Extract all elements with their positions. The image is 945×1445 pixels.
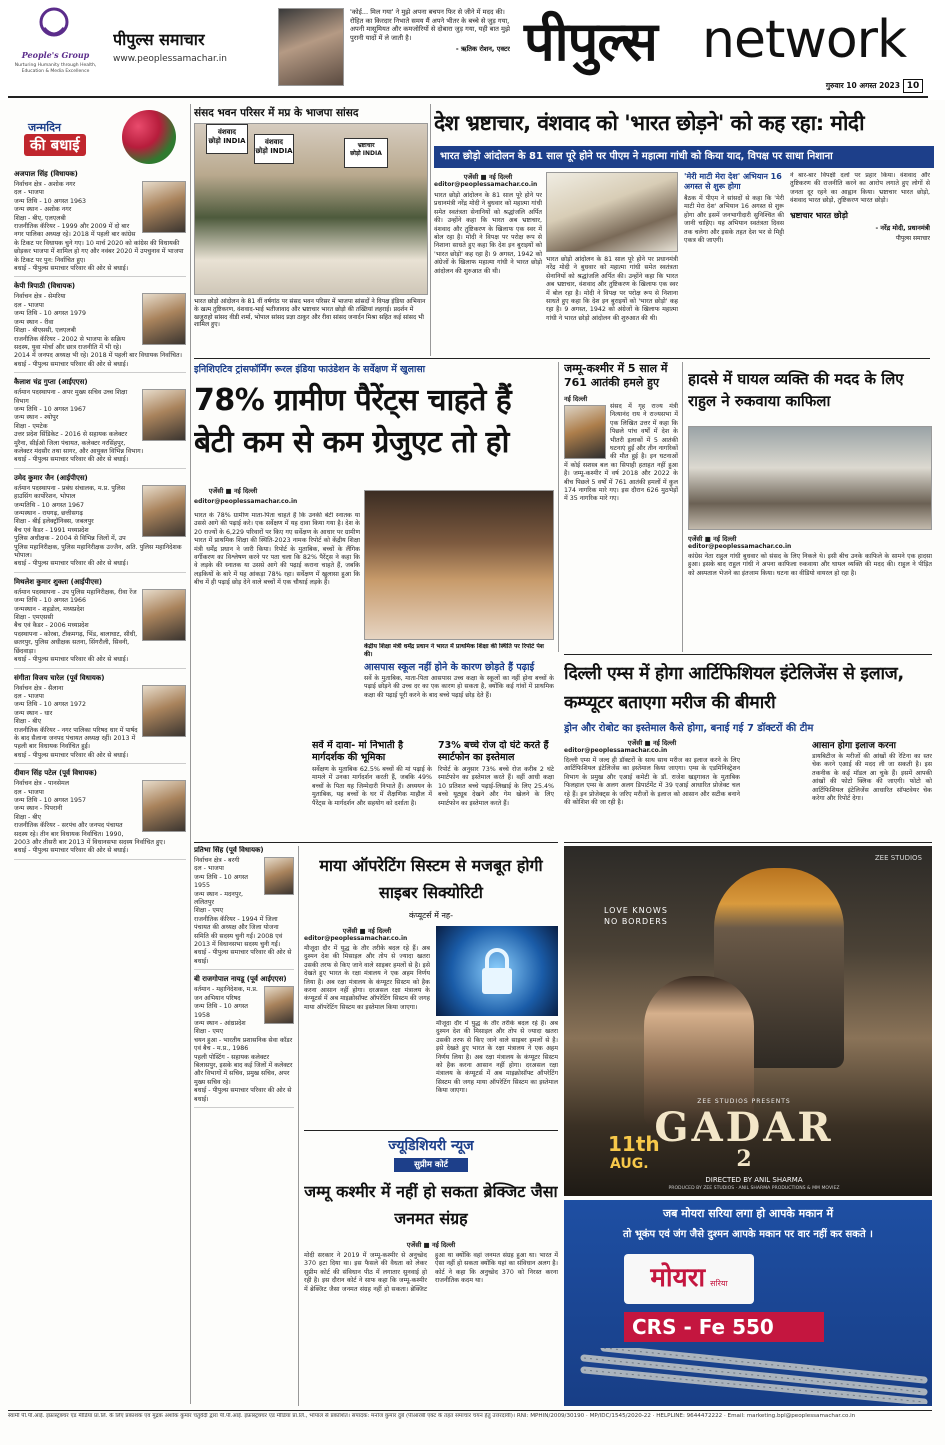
title-hindi: पीपुल्स bbox=[524, 10, 657, 73]
birthday-entry bbox=[14, 578, 186, 669]
survey-photo-caption: केंद्रीय शिक्षा मंत्री धर्मेंद्र प्रधान ने भारत में प्राथमिक शिक्षा की स्थिति पर रिपोर्ट पेश की। bbox=[364, 643, 544, 658]
birthday-person-name: संगीता विजय चारेल (पूर्व विधायक) bbox=[14, 673, 105, 682]
modi-col4-sign: - नरेंद्र मोदी, प्रधानमंत्री bbox=[875, 223, 930, 232]
birthday-detail-line: दल - भाजपा bbox=[194, 865, 224, 873]
rahul-photo bbox=[688, 426, 932, 530]
cyber-lock-graphic bbox=[436, 926, 558, 1016]
birthday-detail-line: राजनीतिक कॅरियर - 1999 और 2009 में दो बार नगर पालिका अध्यक्ष रहे। 2018 में पहली बार कांग्रेस के टिकट पर विधायक चुने गए। 10 मार्च 2020 को कांग्रेस की विधायकी छोड़कर भाजपा में शामिल हो गए और नवंबर 2020 में उपचुनाव में भाजपा के टिकट पर पुन: निर्वाचित हुए। bbox=[14, 223, 184, 264]
birthday-detail-line: जन्म तिथि - 10 अगस्त 1955 bbox=[194, 873, 249, 890]
rahul-text bbox=[688, 534, 932, 652]
birthday-detail-line: जन्म स्थान - रीवा bbox=[14, 318, 54, 326]
birthday-entry bbox=[194, 846, 294, 970]
gadar-tagline-2: NO BORDERS bbox=[604, 917, 668, 926]
judiciary-body: मोदी सरकार ने 2019 में जम्मू-कश्मीर से अनुच्छेद 370 हटा दिया था। इस फैसले की वैधता को लेकर सुप्रीम कोर्ट की संविधान पीठ में लगातार सुनवाई हो रही है। इस दौरान कोर्ट ने साफ कहा कि जम्मू-कश्मीर में ब्रेक्जिट जैसा जनमत संग्रह नहीं हो सकता। ब्रेक्जिट हुआ था क्योंकि वहां जनमत संग्रह हुआ था। भारत में ऐसा नहीं हो सकता क्योंकि यहां का संविधान अलग है। कोर्ट ने कहा कि अनुच्छेद 370 को निरस्त करना राजनीतिक कदम था। bbox=[304, 1252, 558, 1293]
birthday-entry bbox=[14, 378, 186, 469]
title-english: network bbox=[702, 10, 907, 70]
birthday-detail-line: निर्वाचन क्षेत्र - बरगी bbox=[194, 857, 240, 864]
abhiyan-body: बैठक में पीएम ने सांसदों से कहा कि 'मेरी माटी मेरा देश' अभियान 16 अगस्त से शुरू होगा और इसमें जनभागीदारी सुनिश्चित की जानी चाहिए। यह अभियान स्वतंत्रता दिवस तक चलेगा और इसके तहत देश भर से मिट्टी एकत्र की जाएगी। bbox=[684, 195, 784, 245]
rahul-body: कांग्रेस नेता राहुल गांधी बुधवार को संसद के लिए निकले थे। इसी बीच उनके काफिले के सामने एक हादसा हुआ। इसके बाद राहुल गांधी ने अपना काफिला रुकवाया और घायल व्यक्ति की मदद की। राहुल ने पीड़ित को अस्पताल भेजने का इंतजाम किया। घटना का वीडियो वायरल हो रहा है। bbox=[688, 553, 932, 577]
birthday-person-photo bbox=[142, 485, 186, 537]
birthday-detail-line: बधाई - पीपुल्स समाचार परिवार की ओर से बधाई। bbox=[14, 456, 129, 464]
birthday-detail-line: पहली पोस्टिंग - सहायक कलेक्टर बिलासपुर, इसके बाद कई जिलों में कलेक्टर और विभागों में सचिव, प्रमुख सचिव, अपर मुख्य सचिव रहे। bbox=[194, 1053, 293, 1086]
survey-kicker: इनिशिएटिव ट्रांसफॉर्मिंग रूरल इंडिया फाउंडेशन के सर्वेक्षण में खुलासा bbox=[194, 364, 426, 375]
birthday-person-name: उमेद कुमार जैन (आईपीएस) bbox=[14, 473, 88, 482]
moira-ad bbox=[564, 1200, 932, 1406]
birthday-detail-line: शिक्षा - बीई इलेक्ट्रॉनिक्स, जबलपुर bbox=[14, 518, 94, 526]
birthday-detail-line: जन्म तिथि - 10 अगस्त 1966 bbox=[14, 597, 87, 605]
survey-sub2-body: सर्वेक्षण के मुताबिक 62.5% बच्चों की मां पढ़ाई के मामले में उनका मार्गदर्शन करती हैं, जबकि 49% बच्चों के पिता यह जिम्मेदारी निभाते हैं। अध्ययन के मुताबिक, यह बच्चों के घर में शैक्षणिक माहौल में पैरेंट्स के मार्गदर्शन और सहयोग को दर्शाता है। bbox=[312, 766, 432, 807]
jk-story bbox=[564, 362, 678, 652]
date-line: गुरुवार 10 अगस्त 2023 bbox=[825, 81, 900, 90]
birthday-detail-line: बधाई - पीपुल्स समाचार परिवार की ओर से बधाई। bbox=[14, 360, 129, 368]
survey-sub1-body: सर्वे के मुताबिक, माता-पिता आसपास उच्च कक्षा के स्कूलों का नहीं होना बच्चों के पढ़ाई छोड़ने की उच्च दर का एक कारण हो सकता है, क्योंकि कई गांवों में प्राथमिक कक्षा की पढ़ाई पूरी करने के बाद बच्चे पढ़ाई छोड़ देते हैं। bbox=[364, 675, 554, 699]
flower-bouquet-icon bbox=[122, 110, 176, 164]
cyber-body: मौजूदा दौर में युद्ध के तौर तरीके बदल रहे हैं। अब दुश्मन देश की मिसाइल और तोप से ज्यादा खतरा उसकी तरफ से किए जाने वाले साइबर हमलों से है। इसे देखते हुए भारत के रक्षा मंत्रालय ने एक अहम निर्णय लिया है। अब रक्षा मंत्रालय के कंप्यूटर सिस्टम को हैक करना आसान नहीं होगा। दरअसल रक्षा मंत्रालय के कंप्यूटर्स में अब माइक्रोसॉफ्ट ऑपरेटिंग सिस्टम की जगह माया ऑपरेटिंग सिस्टम का इस्तेमाल किया जाएगा। bbox=[304, 945, 430, 1011]
gadar-credits: PRODUCED BY ZEE STUDIOS · ANIL SHARMA PRODUCTIONS & MM MOVIEZ bbox=[668, 1186, 840, 1191]
cyber-col-1 bbox=[304, 926, 430, 1126]
modi-source: पीपुल्स समाचार bbox=[895, 234, 930, 242]
masthead-rule bbox=[8, 96, 928, 98]
birthday-detail-line: जन्म तिथि - 10 अगस्त 1963 bbox=[14, 197, 87, 205]
survey-body: भारत के 78% ग्रामीण माता-पिता चाहते हैं कि उनकी बेटी स्नातक या उससे आगे की पढ़ाई करे। एक सर्वेक्षण में यह दावा किया गया है। देश के 20 राज्यों के 6,229 परिवारों पर किए गए सर्वेक्षण के आधार पर ग्रामीण भारत में प्राथमिक शिक्षा की स्थिति-2023 नामक रिपोर्ट को केंद्रीय शिक्षा मंत्री धर्मेंद्र प्रधान ने जारी किया। रिपोर्ट के मुताबिक, बच्चों के लैंगिक वर्गीकरण का विश्लेषण करने पर पता चला कि 82% पैरेंट्स ने कहा कि वे लड़के की स्नातक या उससे आगे की पढ़ाई कराना चाहते हैं, जबकि लड़कियों के बारे में यह आंकड़ा 78% रहा। सर्वेक्षण में खुलासा हुआ कि बीच में ही पढ़ाई छोड़ देने वाले बच्चों में एक चौथाई लड़के हैं। bbox=[194, 512, 360, 587]
birthday-person-name: केपी त्रिपाठी (विधायक) bbox=[14, 282, 76, 291]
small-paper-name: पीपुल्स समाचार bbox=[113, 30, 205, 49]
birthday-detail-line: जन्म तिथि - 10 अगस्त 1979 bbox=[14, 310, 87, 318]
birthday-column-2 bbox=[194, 846, 294, 1406]
gadar-presents: ZEE STUDIOS PRESENTS bbox=[697, 1098, 791, 1105]
survey-sub1 bbox=[364, 660, 554, 734]
modi-subhead: भारत छोड़ो आंदोलन के 81 साल पूरे होने पर पीएम ने महात्मा गांधी को किया याद, विपक्ष पर साधा निशाना bbox=[434, 146, 934, 168]
modi-dateline: एजेंसी ■ नई दिल्ली bbox=[463, 173, 513, 181]
cyber-email: editor@peoplessamachar.co.in bbox=[304, 935, 408, 942]
cyber-col-2 bbox=[436, 1020, 558, 1126]
birthday-column bbox=[14, 104, 186, 1404]
birthday-detail-line: राजनीतिक कॅरियर - 1994 में जिला पंचायत की अध्यक्ष और जिला योजना समिति की सदस्य चुनी गईं। 2008 एवं 2013 में विधानसभा सदस्य चुनी गईं। bbox=[194, 915, 283, 949]
hrithik-photo bbox=[278, 8, 344, 86]
cyber-dateline: एजेंसी ■ नई दिल्ली bbox=[342, 927, 392, 935]
page-number: 10 bbox=[903, 79, 923, 93]
placard-3: भ्रष्टाचार छोड़ो INDIA bbox=[344, 138, 388, 168]
moira-line-2: तो भूकंप एवं जंग जैसे दुश्मन आपके मकान पर वार नहीं कर सकते । bbox=[623, 1229, 873, 1240]
survey-headline: 78% ग्रामीण पैरेंट्स चाहते हैं बेटी कम से कम ग्रेजुएट तो हो bbox=[194, 383, 512, 460]
birthday-person-name: दीवान सिंह पटेल (पूर्व विधायक) bbox=[14, 769, 97, 778]
birthday-detail-line: शिक्षा - बीए bbox=[14, 718, 42, 726]
survey-sub2-title: सर्वे में दावा- मां निभाती है मार्गदर्शक की भूमिका bbox=[312, 740, 404, 763]
modi-body-1: भारत छोड़ो आंदोलन के 81 साल पूरे होने पर प्रधानमंत्री नरेंद्र मोदी ने बुधवार को महात्मा गांधी समेत स्वतंत्रता सेनानियों को श्रद्धांजलि अर्पित की। उन्होंने कहा कि भारत अब भ्रष्टाचार, वंशवाद और तुष्टिकरण के खिलाफ एक स्वर में बोल रहा है। मोदी ने विपक्ष पर परोक्ष रूप से निशाना साधते हुए कहा कि देश इन बुराइयों को 'भारत छोड़ो' कह रहा है। 9 अगस्त, 1942 को अंग्रेजों के खिलाफ महात्मा गांधी ने भारत छोड़ो आंदोलन की शुरुआत की थी। bbox=[434, 192, 542, 275]
birthday-detail-line: जन्म स्थान - श्योपुर bbox=[14, 414, 59, 422]
birthday-title-2: की बधाई bbox=[24, 134, 86, 156]
quit-india-title: भ्रष्टाचार भारत छोड़ो bbox=[790, 210, 848, 220]
birthday-detail-line: बैच एवं कैडर - 1991 मध्यप्रदेश bbox=[14, 526, 89, 534]
modi-col4-body: ने बार-बार विपक्षी दलों पर प्रहार किया। वंशवाद और तुष्टिकरण की राजनीति करने का आरोप लगाते हुए लोगों से जनता दूर रहने का आह्वान किया। भ्रष्टाचार भारत छोड़ो, वंशवाद भारत छोड़ो, तुष्टिकरण भारत छोड़ो। bbox=[790, 172, 930, 205]
birthday-detail-line: वर्तमान - महानिदेशक, म.प्र. जन अभियान परिषद bbox=[194, 986, 258, 1002]
photo-caption-top: संसद भवन परिसर में मप्र के भाजपा सांसद bbox=[194, 107, 359, 119]
birthday-detail-line: बधाई - पीपुल्स समाचार परिवार की ओर से बधाई। bbox=[14, 560, 129, 568]
survey-sub3-body: रिपोर्ट के अनुसार 73% बच्चे रोज करीब 2 घंटे स्मार्टफोन का इस्तेमाल करते हैं। वहीं आधी कक्षा 10 प्रतिशत बच्चे पढ़ाई-लिखाई के लिए 25.4% बच्चे यूट्यूब देखने और गेम खेलने के लिए स्मार्टफोन का इस्तेमाल करते हैं। bbox=[438, 766, 554, 807]
survey-sub3 bbox=[438, 740, 554, 840]
birthday-entry bbox=[14, 474, 186, 573]
gadar-studio-top: ZEE STUDIOS bbox=[874, 854, 922, 862]
survey-sub2 bbox=[312, 740, 432, 840]
birthday-detail-line: निर्वाचन क्षेत्र - अशोक नगर bbox=[14, 181, 76, 188]
aiims-email: editor@peoplessamachar.co.in bbox=[564, 747, 668, 754]
birthday-detail-line: शिक्षा - एमए bbox=[194, 907, 224, 915]
birthday-detail-line: वर्तमान पदस्थापना - अपर मुख्य सचिव उच्च शिक्षा विभाग bbox=[14, 389, 128, 405]
birthday-detail-line: शिक्षा - एमएससी bbox=[14, 614, 54, 622]
birthday-person-photo bbox=[142, 685, 186, 737]
website: www.peoplessamachar.in bbox=[113, 54, 227, 64]
group-tagline: Nurturing Humanity through Health, Education & Media Excellence bbox=[14, 63, 97, 74]
placard-2: वंशवाद छोड़ो INDIA bbox=[254, 134, 294, 164]
aiims-subhead: ड्रोन और रोबोट का इस्तेमाल कैसे होगा, बनाई गई 7 डॉक्टरों की टीम bbox=[564, 723, 814, 734]
birthday-person-name: प्रतिभा सिंह (पूर्व विधायक) bbox=[194, 846, 264, 854]
small-paper-logo bbox=[113, 28, 273, 78]
modi-col-1 bbox=[434, 172, 542, 356]
padlock-icon bbox=[436, 926, 558, 1016]
birthday-detail-line: जन्म तिथि - 10 अगस्त 1972 bbox=[14, 701, 87, 709]
jk-dateline: नई दिल्ली bbox=[564, 395, 588, 403]
celebrity-quote bbox=[350, 8, 510, 90]
survey-sub3-title: 73% बच्चे रोज दो घंटे करते हैं स्मार्टफोन का इस्तेमाल bbox=[438, 740, 549, 763]
birthday-person-photo bbox=[142, 293, 186, 345]
birthday-detail-line: बधाई - पीपुल्स समाचार परिवार की ओर से बधाई। bbox=[14, 265, 129, 273]
moira-brand: मोयरा bbox=[650, 1263, 706, 1293]
birthday-entry bbox=[14, 282, 186, 373]
birthday-detail-line: शिक्षा - बीए, एलएलबी bbox=[14, 214, 66, 222]
birthday-detail-line: जन्म स्थान - मदनपुर, ललितपुर bbox=[194, 890, 243, 907]
birthday-detail-line: शिक्षा - एमए bbox=[194, 1028, 224, 1036]
birthday-detail-line: बधाई - पीपुल्स समाचार परिवार की ओर से बधाई। bbox=[194, 1087, 292, 1103]
birthday-detail-line: बधाई - पीपुल्स समाचार परिवार की ओर से बधाई। bbox=[14, 656, 129, 664]
parliament-photo-caption: भारत छोड़ो आंदोलन के 81 वीं वर्षगांठ पर संसद भवन परिसर में भाजपा सांसदों ने विपक्ष इंडिया अभियान के खत्म तुष्टिकरण, वंशवाद-भाई भतीजावाद और भ्रष्टाचार भारत छोड़ो की तख्तियां लहराई। प्रदर्शन में खजुराहो सांसद वीडी शर्मा, भोपाल सांसद प्रज्ञा ठाकुर और रीवा सांसद जनार्दन मिश्रा सहित कई सांसद भी शामिल हुए। bbox=[194, 298, 426, 329]
masthead bbox=[0, 0, 945, 100]
birthday-detail-line: पुलिस अधीक्षक - 2004 से विभिन्न जिलों में, उप पुलिस महानिरीक्षक, पुलिस महानिरीक्षक उज्जैन, अति. पुलिस महानिदेशक भोपाल। bbox=[14, 535, 182, 560]
birthday-detail-line: उत्तर प्रदेश सिंडिकेट - 2016 से सहायक कलेक्टर मुरैना, सीईओ जिला पंचायत, कलेक्टर नरसिंहपुर, कलेक्टर मंदसौर तथा सागर, और आयुक्त विभिन्न विभाग। bbox=[14, 431, 144, 455]
birthday-detail-line: दल - भाजपा bbox=[14, 692, 44, 700]
birthday-person-photo bbox=[142, 589, 186, 641]
aiims-headline: दिल्ली एम्स में होगा आर्टिफिशियल इंटेलिजेंस से इलाज, कम्प्यूटर बताएगा मरीज की बीमारी bbox=[564, 664, 904, 713]
birthday-title-1: जन्मदिन bbox=[28, 121, 62, 134]
judiciary-dateline: एजेंसी ■ नई दिल्ली bbox=[406, 1241, 456, 1249]
birthday-detail-line: जन्मस्थान - रायगढ़, छत्तीसगढ़ bbox=[14, 510, 83, 517]
birthday-detail-line: चयन हुआ - भारतीय प्रशासनिक सेवा कॉडर एवं बैच - म.प्र., 1986 bbox=[194, 1036, 293, 1053]
birthday-detail-line: शिक्षा - एमटेक bbox=[14, 422, 48, 430]
gadar-director: DIRECTED BY ANIL SHARMA bbox=[705, 1176, 803, 1184]
quote-text: 'कोई... मिल गया' ने मुझे अपना बचपन फिर से जीने में मदद की। रोहित का किरदार निभाते समय मैं अपने भीतर के बच्चे से जुड़ गया, अपनी मासूमियत और कमजोरियों से दोबारा जुड़ गया, यही बात मुझे पुरानी यादों में ले जाती है। bbox=[350, 8, 510, 42]
birthday-detail-line: दल - भाजपा bbox=[14, 788, 44, 796]
steel-rods-graphic bbox=[564, 1348, 932, 1404]
birthday-detail-line: वर्तमान पदस्थापना - प्रबंध संचालक, म.प्र. पुलिस हाउसिंग कार्पोरेशन, भोपाल bbox=[14, 484, 125, 501]
gadar-number: 2 bbox=[736, 1146, 752, 1172]
birthday-list bbox=[14, 170, 186, 860]
birthday-detail-line: जन्म स्थान - अशोक नगर bbox=[14, 206, 72, 214]
birthday-person-photo bbox=[142, 780, 186, 832]
birthday-detail-line: बैच एवं कैडर - 2006 मध्यप्रदेश bbox=[14, 622, 89, 630]
survey-sub1-title: आसपास स्कूल नहीं होने के कारण छोड़ते हैं पढ़ाई bbox=[364, 662, 535, 673]
birthday-detail-line: निर्वाचन क्षेत्र - सैलाना bbox=[14, 684, 64, 692]
birthday-entry bbox=[14, 769, 186, 860]
birthday-person-name: अजपाल सिंह (विधायक) bbox=[14, 170, 78, 178]
aiims-box-title: आसान होगा इलाज करना bbox=[812, 741, 896, 751]
moira-product: CRS - Fe 550 bbox=[624, 1312, 824, 1342]
rahul-headline: हादसे में घायल व्यक्ति की मदद के लिए राहुल ने रुकवाया काफिला bbox=[688, 370, 904, 410]
judiciary-headline: जम्मू कश्मीर में नहीं हो सकता ब्रेक्जिट जैसा जनमत संग्रह bbox=[304, 1182, 558, 1228]
birthday-detail-line: जन्मस्थान - शहडोल, मध्यप्रदेश bbox=[14, 605, 85, 613]
aiims-dateline: एजेंसी ■ नई दिल्ली bbox=[627, 739, 677, 747]
birthday-person-name: कैलाश चंद्र गुप्ता (आईएएस) bbox=[14, 378, 88, 387]
birthday-detail-line: निर्वाचन क्षेत्र - पानसेमल bbox=[14, 780, 70, 788]
aiims-box bbox=[812, 738, 932, 838]
birthday-detail-line: जन्मतिथि - 10 अगस्त 1967 bbox=[14, 501, 85, 509]
birthday-detail-line: जन्म तिथि - 10 अगस्त 1957 bbox=[14, 796, 87, 804]
survey-email: editor@peoplessamachar.co.in bbox=[194, 498, 298, 505]
birthday-detail-line: राजनीतिक कॅरियर - 2002 से भाजपा के सक्रिय सदस्य, युवा मोर्चा और छात्र राजनीति में भी रहे। 2014 में जनपद अध्यक्ष भी रहे। 2018 में पहली बार विधायक निर्वाचित। bbox=[14, 335, 183, 360]
judiciary-body-block bbox=[304, 1240, 558, 1406]
birthday-detail-line: राजनीतिक कॅरियर - सरपंच और जनपद पंचायत सदस्य रहे। तीन बार विधायक निर्वाचित। 1990, 2003 और तीसरी बार 2013 में विधानसभा सदस्य निर्वाचित हुए। bbox=[14, 822, 166, 846]
abhiyan-title: 'मेरी माटी मेरा देश' अभियान 16 अगस्त से शुरू होगा bbox=[684, 172, 782, 191]
rahul-email: editor@peoplessamachar.co.in bbox=[688, 543, 792, 550]
supreme-court-label: सुप्रीम कोर्ट bbox=[394, 1158, 468, 1172]
aiims-box-body: डायबिटीज के मरीजों की आंखों की रेटिना का स्तर चेक करने एआई की मदद ली जा सकती है। इस तकनीक के कई मॉडल आ चुके हैं। इसमें आपकी आंखों की फोटो क्लिक की जाएगी। फोटो को आर्टिफिशियल इंटेलिजेंस आधारित सॉफ्टवेयर चेक करेगा और रिपोर्ट देगा। bbox=[812, 753, 932, 803]
main-title bbox=[520, 8, 940, 78]
jk-headline: जम्मू-कश्मीर में 5 साल में 761 आतंकी हमले हुए bbox=[564, 362, 668, 389]
moira-brand-small: सरिया bbox=[710, 1279, 728, 1288]
survey-report-launch-photo bbox=[364, 490, 554, 640]
gadar-title-text: GADAR bbox=[654, 1104, 834, 1151]
quote-author: - ऋतिक रोशन, एक्टर bbox=[455, 45, 510, 54]
modi-col-2 bbox=[546, 172, 678, 356]
birthday-detail-line: वर्तमान पदस्थापना - उप पुलिस महानिरीक्षक, रीवा रेंज bbox=[14, 588, 137, 596]
birthday-detail-line: जन्म तिथि - 10 अगस्त 1967 bbox=[14, 405, 87, 413]
birthday-detail-line: बधाई - पीपुल्स समाचार परिवार की ओर से बधाई। bbox=[14, 751, 129, 759]
modi-email: editor@peoplessamachar.co.in bbox=[434, 181, 538, 188]
peoples-group-logo bbox=[8, 6, 103, 91]
modi-col-3 bbox=[684, 172, 784, 356]
birthday-entry bbox=[194, 975, 294, 1108]
moira-brand-box bbox=[624, 1254, 754, 1304]
birthday-detail-line: दल - भाजपा bbox=[14, 301, 44, 309]
aiims-body: दिल्ली एम्स में जल्द ही डॉक्टरों के साथ साथ मरीज का इलाज करने के लिए आर्टिफिशियल इंटेलिजेंस का इस्तेमाल किया जाएगा। एम्स के एडमिनिस्ट्रेशन विभाग के प्रमुख और एआई कमेटी के डॉ. राजेश खड्गावत के मुताबिक फिलहाल एम्स के अलग अलग डिपार्टमेंट में 39 एआई आधारित प्रोजेक्ट चल रहे हैं। इन प्रोजेक्ट्स के जरिए मरीजों के इलाज को आसान और सटीक बनाने की कोशिश की जा रही है। bbox=[564, 757, 740, 807]
imprint-footer: स्वामी पी.पी.आई. इंफ्रास्ट्रक्चर एंड मीडिया प्रा.लि. के लिए प्रकाशक एवं मुद्रक अशोक कुमार चतुर्वेदी द्वारा पी.पी.आई. इंफ्रास्ट्रक्चर एंड मीडिया प्रा.लि., भोपाल से प्रकाशित। संपादक: मनोज कुमार दुबे (पीआरबी एक्ट के तहत समाचार चयन हेतु उत्तरदायी)। RNI: MPHIN/2009/30190 · MP/IDC/1545/2020-22 · HELPLINE: 9644472222 · Email: marketing.bpl@peoplessamachar.co.in bbox=[8, 1413, 856, 1419]
birthday-entry bbox=[14, 674, 186, 765]
birthday-detail-line: जन्म स्थान - आंध्रप्रदेश bbox=[194, 1019, 246, 1027]
gadar-title bbox=[644, 1104, 844, 1151]
birthday-entry bbox=[14, 170, 186, 277]
birthday-person-photo bbox=[142, 389, 186, 441]
birthday-detail-line: निर्वाचन क्षेत्र - सेमरिया bbox=[14, 293, 66, 301]
birthday-detail-line: बधाई - पीपुल्स समाचार परिवार की ओर से बधाई। bbox=[194, 949, 292, 965]
survey-dateline: एजेंसी ■ नई दिल्ली bbox=[208, 487, 258, 495]
birthday-person-photo bbox=[142, 181, 186, 233]
gadar-release-month: AUG. bbox=[610, 1156, 649, 1172]
placard-1: वंशवाद छोड़ो INDIA bbox=[206, 124, 248, 154]
group-logo-icon bbox=[34, 6, 74, 40]
gadar2-ad bbox=[564, 846, 932, 1196]
birthday-detail-line: जन्म स्थान - पिपरानी bbox=[14, 805, 63, 813]
nityanand-rai-photo bbox=[564, 405, 606, 459]
birthday-detail-line: शिक्षा - बीए bbox=[14, 813, 42, 821]
parliament-mps-photo bbox=[194, 123, 428, 295]
birthday-detail-line: दल - भाजपा bbox=[14, 189, 44, 197]
birthday-header bbox=[14, 104, 186, 166]
modi-headline: देश भ्रष्टाचार, वंशवाद को 'भारत छोड़ने' को कह रहा: मोदी bbox=[434, 111, 865, 135]
birthday-person-photo bbox=[264, 986, 294, 1024]
cyber-body-2: मौजूदा दौर में युद्ध के तौर तरीके बदल रहे हैं। अब दुश्मन देश की मिसाइल और तोप से ज्यादा खतरा उसकी तरफ से किए जाने वाले साइबर हमलों से है। इसे देखते हुए भारत के रक्षा मंत्रालय ने एक अहम निर्णय लिया है। अब रक्षा मंत्रालय के कंप्यूटर सिस्टम को हैक करना आसान नहीं होगा। दरअसल रक्षा मंत्रालय के कंप्यूटर्स में अब माइक्रोसॉफ्ट ऑपरेटिंग सिस्टम की जगह माया ऑपरेटिंग सिस्टम का इस्तेमाल किया जाएगा। bbox=[436, 1020, 558, 1095]
group-name: People's Group bbox=[21, 50, 90, 60]
birthday-person-name: मिथलेश कुमार शुक्ला (आईपीएस) bbox=[14, 577, 103, 586]
birthday-detail-line: राजनीतिक कॅरियर - नगर पालिका परिषद धार में पार्षद के बाद सैलाना जनपद पंचायत अध्यक्ष रहीं। 2013 में पहली बार विधायक निर्वाचित हुईं। bbox=[14, 726, 138, 751]
parliament-photo-block bbox=[194, 104, 428, 356]
birthday-detail-line: जन्म स्थान - धार bbox=[14, 709, 53, 717]
jk-body: संसद में गृह राज्य मंत्री नित्यानंद राय ने राज्यसभा में एक लिखित उत्तर में कहा कि पिछले पांच वर्षों में देश के भीतरी इलाकों में 5 आतंकी घटनाएं हुईं और तीन नागरिकों की मौत हुई है। इन घटनाओं में कोई सशस्त्र बल का सिपाही हताहत नहीं हुआ है। जम्मू-कश्मीर में वर्ष 2018 और 2022 के बीच पिछले 5 वर्षों में 761 आतंकी हमलों में कुल 174 नागरिक मारे गए। इस दौरान 626 मुठभेड़ों में 35 नागरिक मारे गए। bbox=[564, 403, 678, 503]
rahul-dateline: एजेंसी ■ नई दिल्ली bbox=[688, 535, 737, 543]
birthday-detail-line: पदस्थापना - कोरबा, टीकमगढ़, भिंड, बालाघाट, सीधी, छतरपुर, पुलिस अधीक्षक सतना, सिंगरौली, सिवनी, छिंदवाड़ा। bbox=[14, 630, 138, 655]
aiims-col-1 bbox=[564, 738, 740, 838]
birthday-person-photo bbox=[264, 857, 294, 895]
modi-photo bbox=[546, 172, 678, 252]
modi-body-2: भारत छोड़ो आंदोलन के 81 साल पूरे होने पर प्रधानमंत्री नरेंद्र मोदी ने बुधवार को महात्मा गांधी समेत स्वतंत्रता सेनानियों को श्रद्धांजलि अर्पित की। उन्होंने कहा कि भारत अब भ्रष्टाचार, वंशवाद और तुष्टिकरण के खिलाफ एक स्वर में बोल रहा है। मोदी ने विपक्ष पर परोक्ष रूप से निशाना साधते हुए कहा कि देश इन बुराइयों को 'भारत छोड़ो' कह रहा है। 9 अगस्त, 1942 को अंग्रेजों के खिलाफ महात्मा गांधी ने भारत छोड़ो आंदोलन की शुरुआत की थी। bbox=[546, 256, 678, 322]
gadar-release-day: 11th bbox=[608, 1132, 660, 1156]
gadar-tagline-1: LOVE KNOWS bbox=[604, 906, 668, 915]
birthday-detail-line: शिक्षा - बीएससी, एलएलबी bbox=[14, 327, 76, 335]
moira-line-1: जब मोयरा सरिया लगा हो आपके मकान में bbox=[662, 1207, 834, 1220]
cyber-headline: माया ऑपरेटिंग सिस्टम से मजबूत होगी साइबर सिक्योरिटी bbox=[319, 856, 543, 902]
birthday-detail-line: बधाई - पीपुल्स समाचार परिवार की ओर से बधाई। bbox=[14, 847, 129, 855]
birthday-person-name: बी राजगोपाल नायडू (पूर्व आईएएस) bbox=[194, 975, 287, 984]
judiciary-kicker: ज्यूडिशियरी न्यूज bbox=[388, 1138, 474, 1154]
modi-col-4 bbox=[790, 172, 930, 356]
birthday-list-2 bbox=[194, 846, 294, 1108]
cyber-kicker: कंप्यूटर्स में नह- bbox=[408, 911, 454, 920]
birthday-detail-line: जन्म तिथि - 10 अगस्त 1958 bbox=[194, 1003, 249, 1019]
